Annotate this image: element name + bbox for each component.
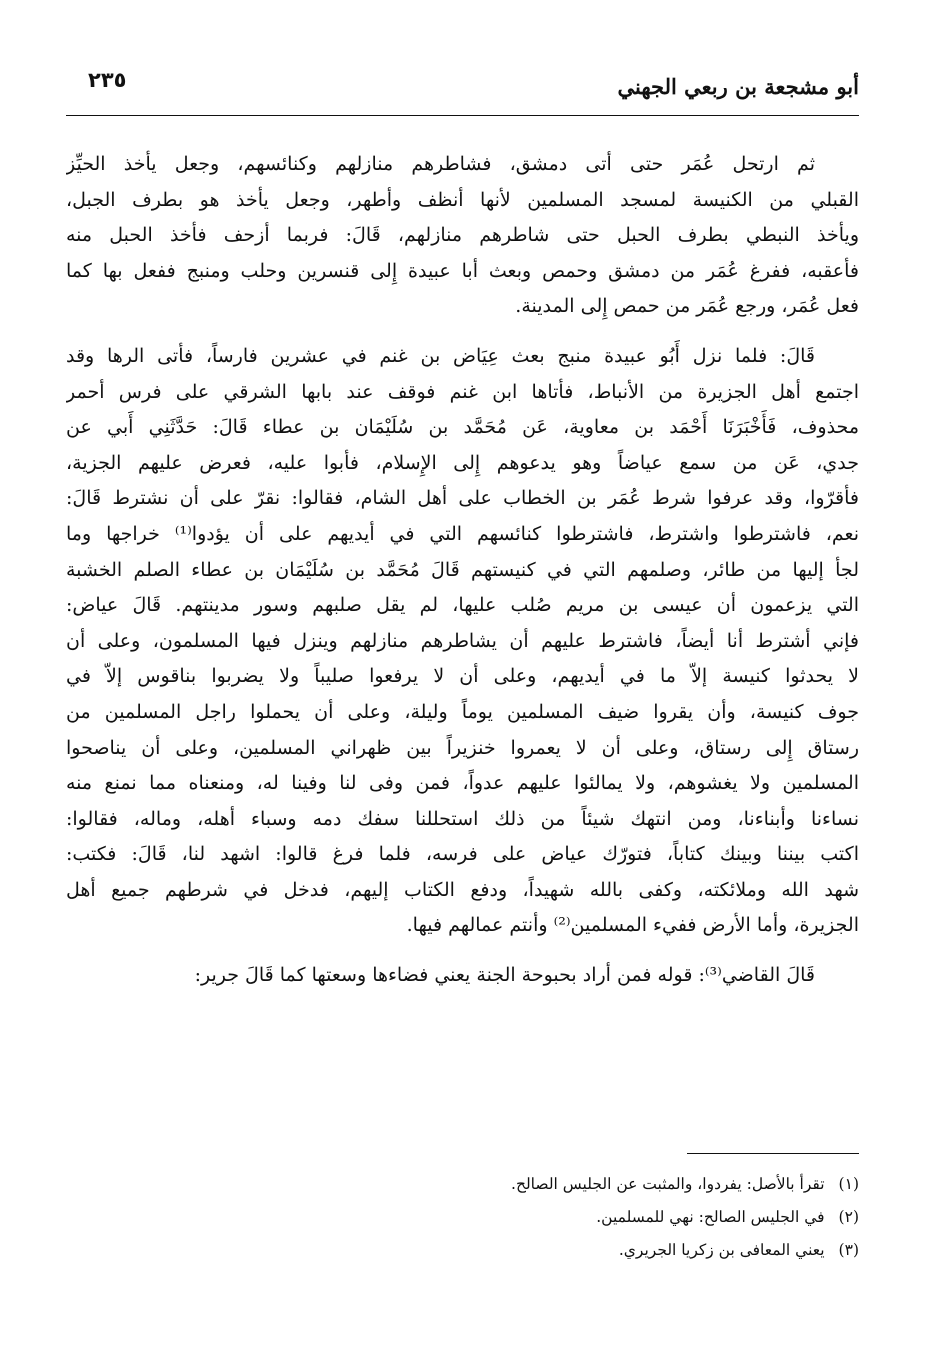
text-line: نساءنا وأبناءنا، ومن انتهك شيئاً من ذلك استحللنا سفك دمه وسباء أهله، وماله، فقالوا:	[66, 807, 859, 830]
footnote-text: يعني المعافى بن زكريا الجريري.	[618, 1241, 825, 1259]
text-line: رستاق إِلى رستاق، وعلى أن لا يعمروا خنزيراً بين ظهراني المسلمين، وعلى أن يناصحوا	[66, 736, 859, 759]
footnote-text: تقرأ بالأصل: يفردوا، والمثبت عن الجليس الصالح.	[511, 1175, 825, 1193]
footnote	[159, 1168, 859, 1201]
paragraph	[66, 958, 859, 994]
paragraph	[66, 147, 859, 325]
text-line: ويأخذ النبطي بطرف الحبل حتى شاطرهم منازلهم، قَالَ: فربما أزحف فأخذ الحبل منه	[66, 224, 859, 247]
text-line: فإني أشترط أنا أيضاً، فاشترط عليهم أن يشاطرهم منازلهم وينزل فيها المسلمون، وعلى أن	[66, 629, 859, 652]
text-line: اجتمع أهل الجزيرة من الأنباط، فأتاها ابن غنم فوقف عند بابها الشرقي على فرس أحمر	[66, 380, 859, 403]
footnote-text: في الجليس الصالح: نهي للمسلمين.	[596, 1208, 825, 1226]
page-number: ٢٣٥	[88, 68, 127, 92]
footnote	[159, 1201, 859, 1234]
text-line: القبلي من الكنيسة لمسجد المسلمين لأنها أنظف وأطهر، وجعل يأخذ هو بطرف الجبل،	[66, 188, 859, 211]
footnote-rule	[687, 1153, 859, 1154]
text-line: فعل عُمَر، ورجع عُمَر من حمص إِلى المدينة.	[515, 295, 859, 318]
text-line: اكتب بيننا وبينك كتاباً، فتورّك عياض على فرسه، فلما فرغ قالوا: اشهد لنا، قَالَ: فكتب:	[66, 843, 859, 866]
text-line: لا يحدثوا كنيسة إلاّ ما في أيديهم، وعلى أن لا يرفعوا صليباً ولا يضربوا بناقوس إلاّ في	[66, 665, 859, 688]
text-line: محذوف، فَأَخْبَرَنَا أَحْمَد بن معاوية، عَن مُحَمَّد بن سُلَيْمَان بن عطاء قَالَ: حَدَّثَنِي أَبي عن	[66, 416, 859, 439]
text-line: التي يزعمون أن عيسى بن مريم صُلب عليها، لم يقل صلبهم وسور مدينتهم. قَالَ عياض:	[66, 594, 859, 617]
header-rule	[66, 115, 859, 116]
text-line: جدي، عَن من سمع عياضاً وهو يدعوهم إِلى الإِسلام، فأبوا عليه، فعرض عليهم الجزية،	[66, 451, 859, 474]
body-text	[66, 147, 859, 994]
text-line: الجزيرة، وأما الأرض ففيء المسلمين⁽²⁾ وأنتم عمالهم فيها.	[406, 914, 859, 937]
text-line: المسلمين ولا يغشوهم، ولا يمالئوا عليهم عدواً، فمن وفى لنا وفينا له، ومنعناه مما نمنع منه	[66, 772, 859, 795]
text-line: ثم ارتحل عُمَر حتى أتى دمشق، فشاطرهم منازلهم وكنائسهم، وجعل يأخذ الحيِّز	[66, 153, 815, 175]
text-line: قَالَ: فلما نزل أَبُو عبيدة منبج بعث عِيَاض بن غنم في عشرين فارساً، فأتى الرها وقد	[66, 344, 815, 367]
footnotes	[159, 1168, 859, 1267]
footnote-number: (٣)	[838, 1241, 859, 1259]
paragraph	[66, 339, 859, 944]
footnote-number: (١)	[838, 1175, 859, 1193]
text-line: فأعقبه، ففرغ عُمَر من دمشق وحمص وبعث أبا عبيدة إِلى قنسرين وحلب ومنبج ففعل بها كما	[66, 259, 859, 282]
text-line: جوف كنيسة، وأن يقروا ضيف المسلمين يوماً وليلة، وعلى أن يحملوا راجل المسلمين من	[66, 700, 859, 723]
footnote	[159, 1234, 859, 1267]
text-line: قَالَ القاضي⁽³⁾: قوله فمن أراد بحبوحة الجنة يعني فضاءها وسعتها كما قَالَ جرير:	[194, 964, 815, 987]
text-line: فأقرّوا، وقد عرفوا شرط عُمَر بن الخطاب على أهل الشام، فقالوا: نقرّ على أن نشترط قَالَ:	[66, 487, 859, 510]
footnote-number: (٢)	[838, 1208, 859, 1226]
running-title: أبو مشجعة بن ربعي الجهني	[617, 74, 859, 99]
text-line: لجأ إليها من طائر، وصلمهم التي في كنيستهم قَالَ مُحَمَّد بن سُلَيْمَان بن عطاء الصلم الخشبة	[66, 558, 859, 581]
text-line: نعم، فاشترطوا واشترط، فاشترطوا كنائسهم التي في أيديهم على أن يؤدوا⁽¹⁾ خراجها وما	[66, 522, 859, 545]
text-line: شهد الله وملائكته، وكفى بالله شهيداً، ودفع الكتاب إليهم، فدخل في شرطهم جميع أهل	[66, 878, 859, 901]
